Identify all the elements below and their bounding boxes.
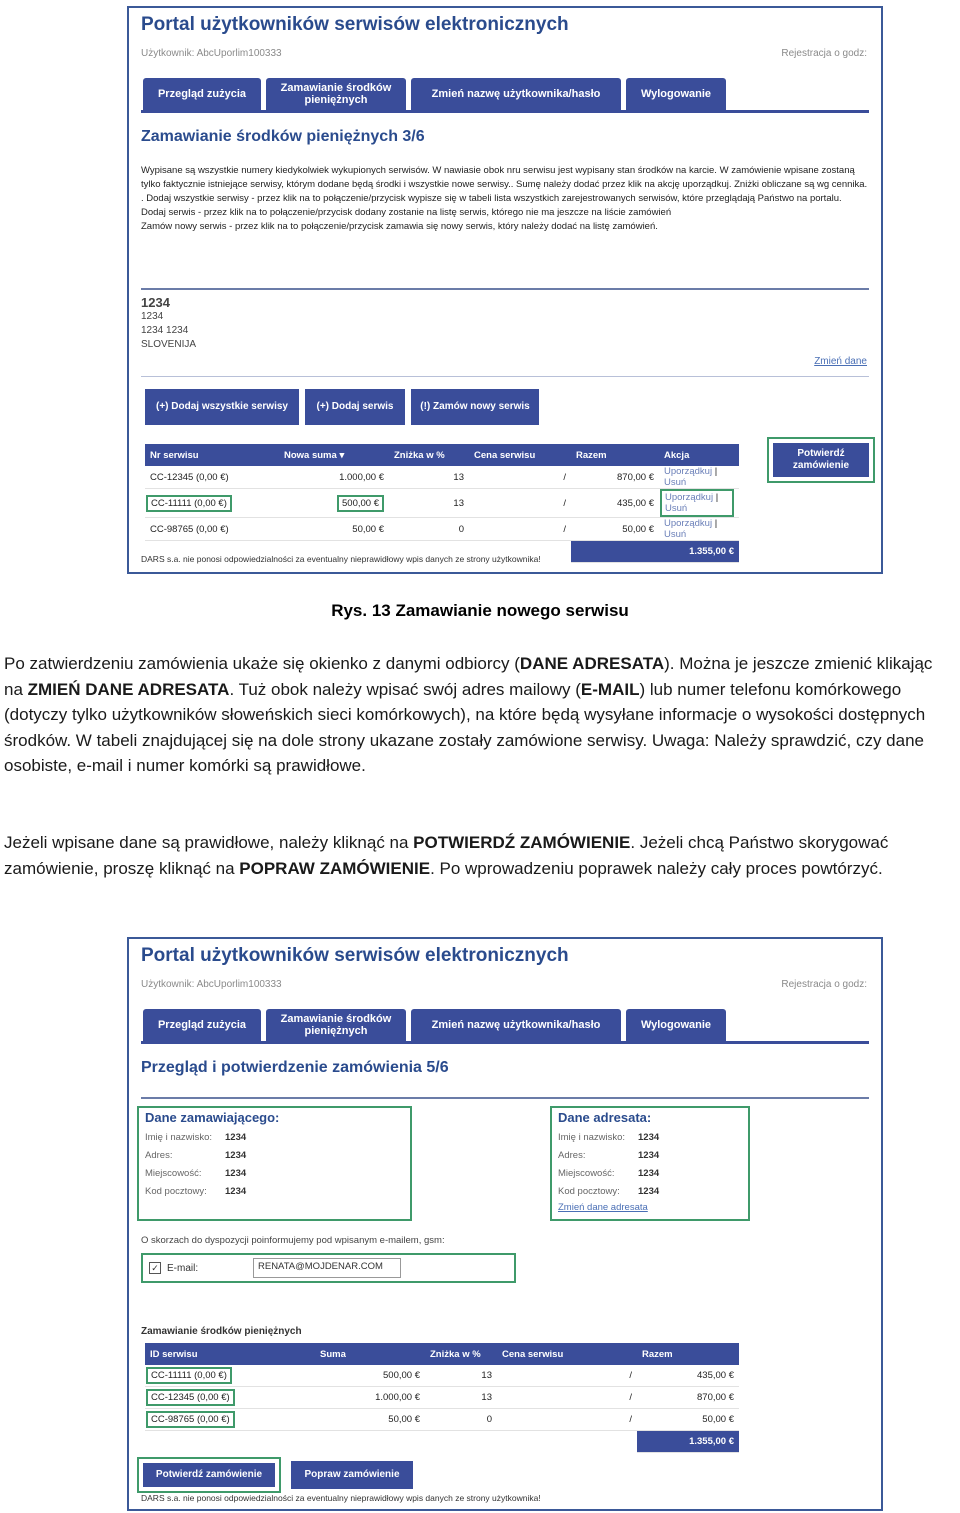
- confirm-order-button[interactable]: Potwierdź zamówienie: [773, 443, 869, 477]
- discount: 13: [389, 466, 469, 489]
- tab-usage-overview[interactable]: Przegląd zużycia: [143, 78, 261, 110]
- addressee-heading: Dane adresata:: [558, 1110, 652, 1125]
- column-header: Akcja: [659, 444, 739, 466]
- address-line: SLOVENIJA: [141, 339, 197, 350]
- discount: 13: [389, 489, 469, 518]
- column-header: Razem: [637, 1343, 739, 1365]
- detail-label: Adres:: [558, 1150, 586, 1161]
- main-nav: [143, 1009, 726, 1041]
- tab-order-funds[interactable]: Zamawianie środków pieniężnych: [266, 1009, 406, 1041]
- service-price: /: [469, 466, 571, 489]
- detail-label: Miejscowość:: [145, 1168, 202, 1179]
- confirm-button-highlight: [767, 437, 875, 483]
- screenshot-order-step3: [127, 6, 883, 574]
- nav-underline: [141, 110, 869, 113]
- discount: 13: [425, 1387, 497, 1409]
- row-total: 50,00 €: [637, 1409, 739, 1431]
- column-header: Zniżka w %: [389, 444, 469, 466]
- column-header: Razem: [571, 444, 659, 466]
- row-total: 435,00 €: [571, 489, 659, 518]
- remove-link[interactable]: Usuń: [664, 477, 687, 488]
- row-total: 870,00 €: [571, 466, 659, 489]
- addressee-details: [550, 1106, 750, 1221]
- text: ) lub numer telefonu komórkowego (dotyczy tylko użytkowników słoweńskich sieci komórkowych), na które będą wysyłane informacje o wysokości dostępnych środków. W tabeli znajdującej się na dole strony ukazane zostały zamówione serwisy. Uwaga: Należy sprawdzić, czy dane osobiste, e-mail i numer komórki są prawidłowe.: [4, 679, 926, 775]
- discount: 0: [425, 1409, 497, 1431]
- service-number: CC-98765 (0,00 €): [145, 518, 279, 541]
- detail-value: 1234: [225, 1132, 247, 1143]
- detail-label: Kod pocztowy:: [145, 1186, 207, 1197]
- service-number: CC-12345 (0,00 €): [145, 466, 279, 489]
- new-sum-input[interactable]: 500,00 €: [337, 495, 384, 512]
- text: Jeżeli wpisane dane są prawidłowe, należy kliknąć na: [4, 833, 414, 852]
- orderer-details: [137, 1106, 412, 1221]
- user-line: Użytkownik: AbcUporlim100333: [141, 979, 282, 990]
- change-data-link[interactable]: Zmień dane: [814, 356, 867, 367]
- column-header: Cena serwisu: [497, 1343, 637, 1365]
- section-title: Zamawianie środków pieniężnych 3/6: [141, 128, 425, 145]
- detail-value: 1234: [638, 1186, 660, 1197]
- column-header[interactable]: [279, 444, 389, 466]
- detail-row: [558, 1129, 742, 1147]
- detail-value: 1234: [638, 1132, 660, 1143]
- confirm-button-highlight: [137, 1457, 281, 1493]
- email-field[interactable]: RENATA@MOJDENAR.COM: [253, 1258, 401, 1278]
- email-label: E-mail:: [167, 1262, 199, 1274]
- disclaimer: DARS s.a. nie ponosi odpowiedzialności za eventualny nieprawidłowy wpis danych ze strony użytkownika!: [141, 1493, 541, 1503]
- text-bold: POPRAW ZAMÓWIENIE: [239, 858, 431, 878]
- row-total: 435,00 €: [637, 1365, 739, 1387]
- divider: [141, 288, 869, 290]
- column-header-label: Nowa suma: [284, 449, 337, 461]
- divider: [141, 376, 869, 377]
- user-line: Użytkownik: AbcUporlim100333: [141, 48, 282, 59]
- order-total: 1.355,00 €: [571, 541, 739, 563]
- column-header: Nr serwisu: [145, 444, 279, 466]
- add-all-services-button[interactable]: (+) Dodaj wszystkie serwisy: [145, 389, 299, 425]
- figure-caption: Rys. 13 Zamawianie nowego serwisu: [331, 601, 629, 620]
- new-sum: 1.000,00 €: [279, 466, 389, 489]
- email-row: [141, 1253, 516, 1283]
- tab-usage-overview[interactable]: Przegląd zużycia: [143, 1009, 261, 1041]
- text: Po zatwierdzeniu zamówienia ukaże się okienko z danymi odbiorcy (: [4, 654, 520, 673]
- main-nav: [143, 78, 726, 110]
- order-total: 1.355,00 €: [637, 1431, 739, 1453]
- fix-order-button[interactable]: Popraw zamówienie: [291, 1461, 413, 1489]
- section-title: Przegląd i potwierdzenie zamówienia 5/6: [141, 1059, 449, 1076]
- paragraph: [4, 830, 956, 881]
- address-line: 1234: [141, 311, 164, 322]
- detail-label: Miejscowość:: [558, 1168, 615, 1179]
- table-row: CC-11111 (0,00 €) 500,00 € 13 / 435,00 € Uporządkuj | Usuń: [145, 489, 739, 518]
- address-line: 1234 1234: [141, 325, 189, 336]
- table-row: [145, 1387, 739, 1409]
- column-header: Suma: [315, 1343, 425, 1365]
- address-block: [141, 296, 196, 352]
- order-table: [145, 444, 739, 563]
- detail-value: 1234: [638, 1168, 660, 1179]
- portal-title: Portal użytkowników serwisów elektronicznych: [141, 945, 569, 966]
- sort-down-icon: ▾: [339, 449, 345, 461]
- detail-label: Imię i nazwisko:: [145, 1132, 213, 1143]
- instruction-text: Wypisane są wszystkie numery kiedykolwiek wykupionych serwisów. W nawiasie obok nru serwisu jest wypisany stan środków na karcie. W zamówienie wpisane zostaną tylko faktycznie istniejące serwisy, którym dodane będą środki i wszystkie nowe serwisy.. Sumę należy dodać przez klik na akcję uporządkuj. Zniżki obliczane są wg cennika.: [141, 165, 868, 190]
- registration-time: Rejestracja o godz:: [781, 48, 867, 59]
- sum: 50,00 €: [315, 1409, 425, 1431]
- order-subheading: Zamawianie środków pieniężnych: [141, 1326, 302, 1337]
- detail-value: 1234: [225, 1168, 247, 1179]
- detail-row: [145, 1183, 404, 1201]
- detail-row: [558, 1183, 742, 1201]
- text-bold: ZMIEŃ DANE ADRESATA: [27, 679, 230, 699]
- change-addressee-link[interactable]: Zmień dane adresata: [558, 1202, 648, 1213]
- service-number: CC-12345 (0,00 €): [146, 1389, 235, 1406]
- text: ). Można je jeszcze zmienić klikając na: [4, 654, 933, 699]
- add-service-button[interactable]: (+) Dodaj serwis: [305, 389, 405, 425]
- sum: 500,00 €: [315, 1365, 425, 1387]
- text: . Jeżeli chcą Państwo skorygować zamówienie, proszę kliknąć na: [4, 833, 889, 878]
- arrange-link[interactable]: Uporządkuj: [664, 466, 713, 477]
- text-bold: POTWIERDŹ ZAMÓWIENIE: [413, 833, 631, 852]
- column-header: Cena serwisu: [469, 444, 571, 466]
- detail-row: [145, 1165, 404, 1183]
- discount: 0: [389, 518, 469, 541]
- text: . Po wprowadzeniu poprawek należy cały proces powtórzyć.: [430, 858, 883, 878]
- service-price: /: [497, 1409, 637, 1431]
- divider: [141, 1097, 869, 1099]
- row-total: 50,00 €: [571, 518, 659, 541]
- service-price: /: [497, 1387, 637, 1409]
- detail-row: [145, 1147, 404, 1165]
- order-new-service-button[interactable]: (!) Zamów nowy serwis: [411, 389, 539, 425]
- instruction-text: Zamów nowy serwis - przez klik na to połączenie/przycisk zamawia się nowy serwis, który należy dodać na listę zamówień.: [141, 221, 658, 232]
- detail-label: Kod pocztowy:: [558, 1186, 620, 1197]
- text-bold: E-MAIL: [580, 679, 640, 699]
- disclaimer: DARS s.a. nie ponosi odpowiedzialności za eventualny nieprawidłowy wpis danych ze strony użytkownika!: [141, 554, 541, 564]
- detail-row: [558, 1147, 742, 1165]
- instruction-text: . Dodaj wszystkie serwisy - przez klik na to połączenie/przycisk wypisze się w tabeli lista wszystkich zarejestrowanych serwisów, które przeglądają Państwo na portalu.: [141, 193, 842, 204]
- total-row: [145, 1431, 739, 1453]
- new-sum: 50,00 €: [279, 518, 389, 541]
- arrange-link[interactable]: Uporządkuj: [664, 518, 713, 529]
- paragraph: [4, 651, 956, 779]
- email-checkbox[interactable]: ✓: [149, 1262, 161, 1274]
- registration-time: Rejestracja o godz:: [781, 979, 867, 990]
- tab-logout[interactable]: Wylogowanie: [626, 1009, 726, 1041]
- confirm-order-button[interactable]: Potwierdź zamówienie: [143, 1463, 275, 1487]
- sum: 1.000,00 €: [315, 1387, 425, 1409]
- detail-value: 1234: [225, 1150, 247, 1161]
- address-line: 1234: [141, 295, 170, 310]
- table-row: CC-98765 (0,00 €) 50,00 € 0 / 50,00 € Uporządkuj | Usuń: [145, 518, 739, 541]
- screenshot-order-step5: [127, 937, 883, 1511]
- discount: 13: [425, 1365, 497, 1387]
- detail-row: [558, 1201, 742, 1215]
- instructions: [141, 164, 869, 234]
- row-total: 870,00 €: [637, 1387, 739, 1409]
- detail-value: 1234: [638, 1150, 660, 1161]
- detail-label: Imię i nazwisko:: [558, 1132, 626, 1143]
- remove-link[interactable]: Usuń: [665, 503, 688, 514]
- text-bold: DANE ADRESATA: [519, 654, 665, 673]
- instruction-text: Dodaj serwis - przez klik na to połączenie/przycisk dodany zostanie na listę serwis, którego nie ma jeszcze na liście zamówień: [141, 207, 672, 218]
- column-header: Zniżka w %: [425, 1343, 497, 1365]
- service-price: /: [469, 518, 571, 541]
- table-row: CC-12345 (0,00 €) 1.000,00 € 13 / 870,00 € Uporządkuj | Usuń: [145, 466, 739, 489]
- arrange-link[interactable]: Uporządkuj: [665, 492, 714, 503]
- tab-change-username[interactable]: Zmień nazwę użytkownika/hasło: [411, 78, 621, 110]
- nav-underline: [141, 1041, 869, 1044]
- detail-row: [145, 1129, 404, 1147]
- tab-logout[interactable]: Wylogowanie: [626, 78, 726, 110]
- service-price: /: [497, 1365, 637, 1387]
- service-number: CC-98765 (0,00 €): [146, 1411, 235, 1428]
- table-row: [145, 1409, 739, 1431]
- detail-row: [558, 1165, 742, 1183]
- service-price: /: [469, 489, 571, 518]
- order-summary-table: [145, 1343, 739, 1453]
- detail-label: Adres:: [145, 1150, 173, 1161]
- table-row: [145, 1365, 739, 1387]
- column-header: ID serwisu: [145, 1343, 315, 1365]
- orderer-heading: Dane zamawiającego:: [145, 1110, 280, 1125]
- detail-value: 1234: [225, 1186, 247, 1197]
- portal-title: Portal użytkowników serwisów elektronicznych: [141, 14, 569, 35]
- text: . Tuż obok należy wpisać swój adres mailowy (: [229, 679, 581, 699]
- tab-change-username[interactable]: Zmień nazwę użytkownika/hasło: [411, 1009, 621, 1041]
- service-number: CC-11111 (0,00 €): [146, 495, 232, 512]
- service-number: CC-11111 (0,00 €): [146, 1367, 232, 1384]
- tab-order-funds[interactable]: Zamawianie środków pieniężnych: [266, 78, 406, 110]
- notification-text: O skorzach do dyspozycji poinformujemy pod wpisanym e-mailem, gsm:: [141, 1235, 445, 1246]
- remove-link[interactable]: Usuń: [664, 529, 687, 540]
